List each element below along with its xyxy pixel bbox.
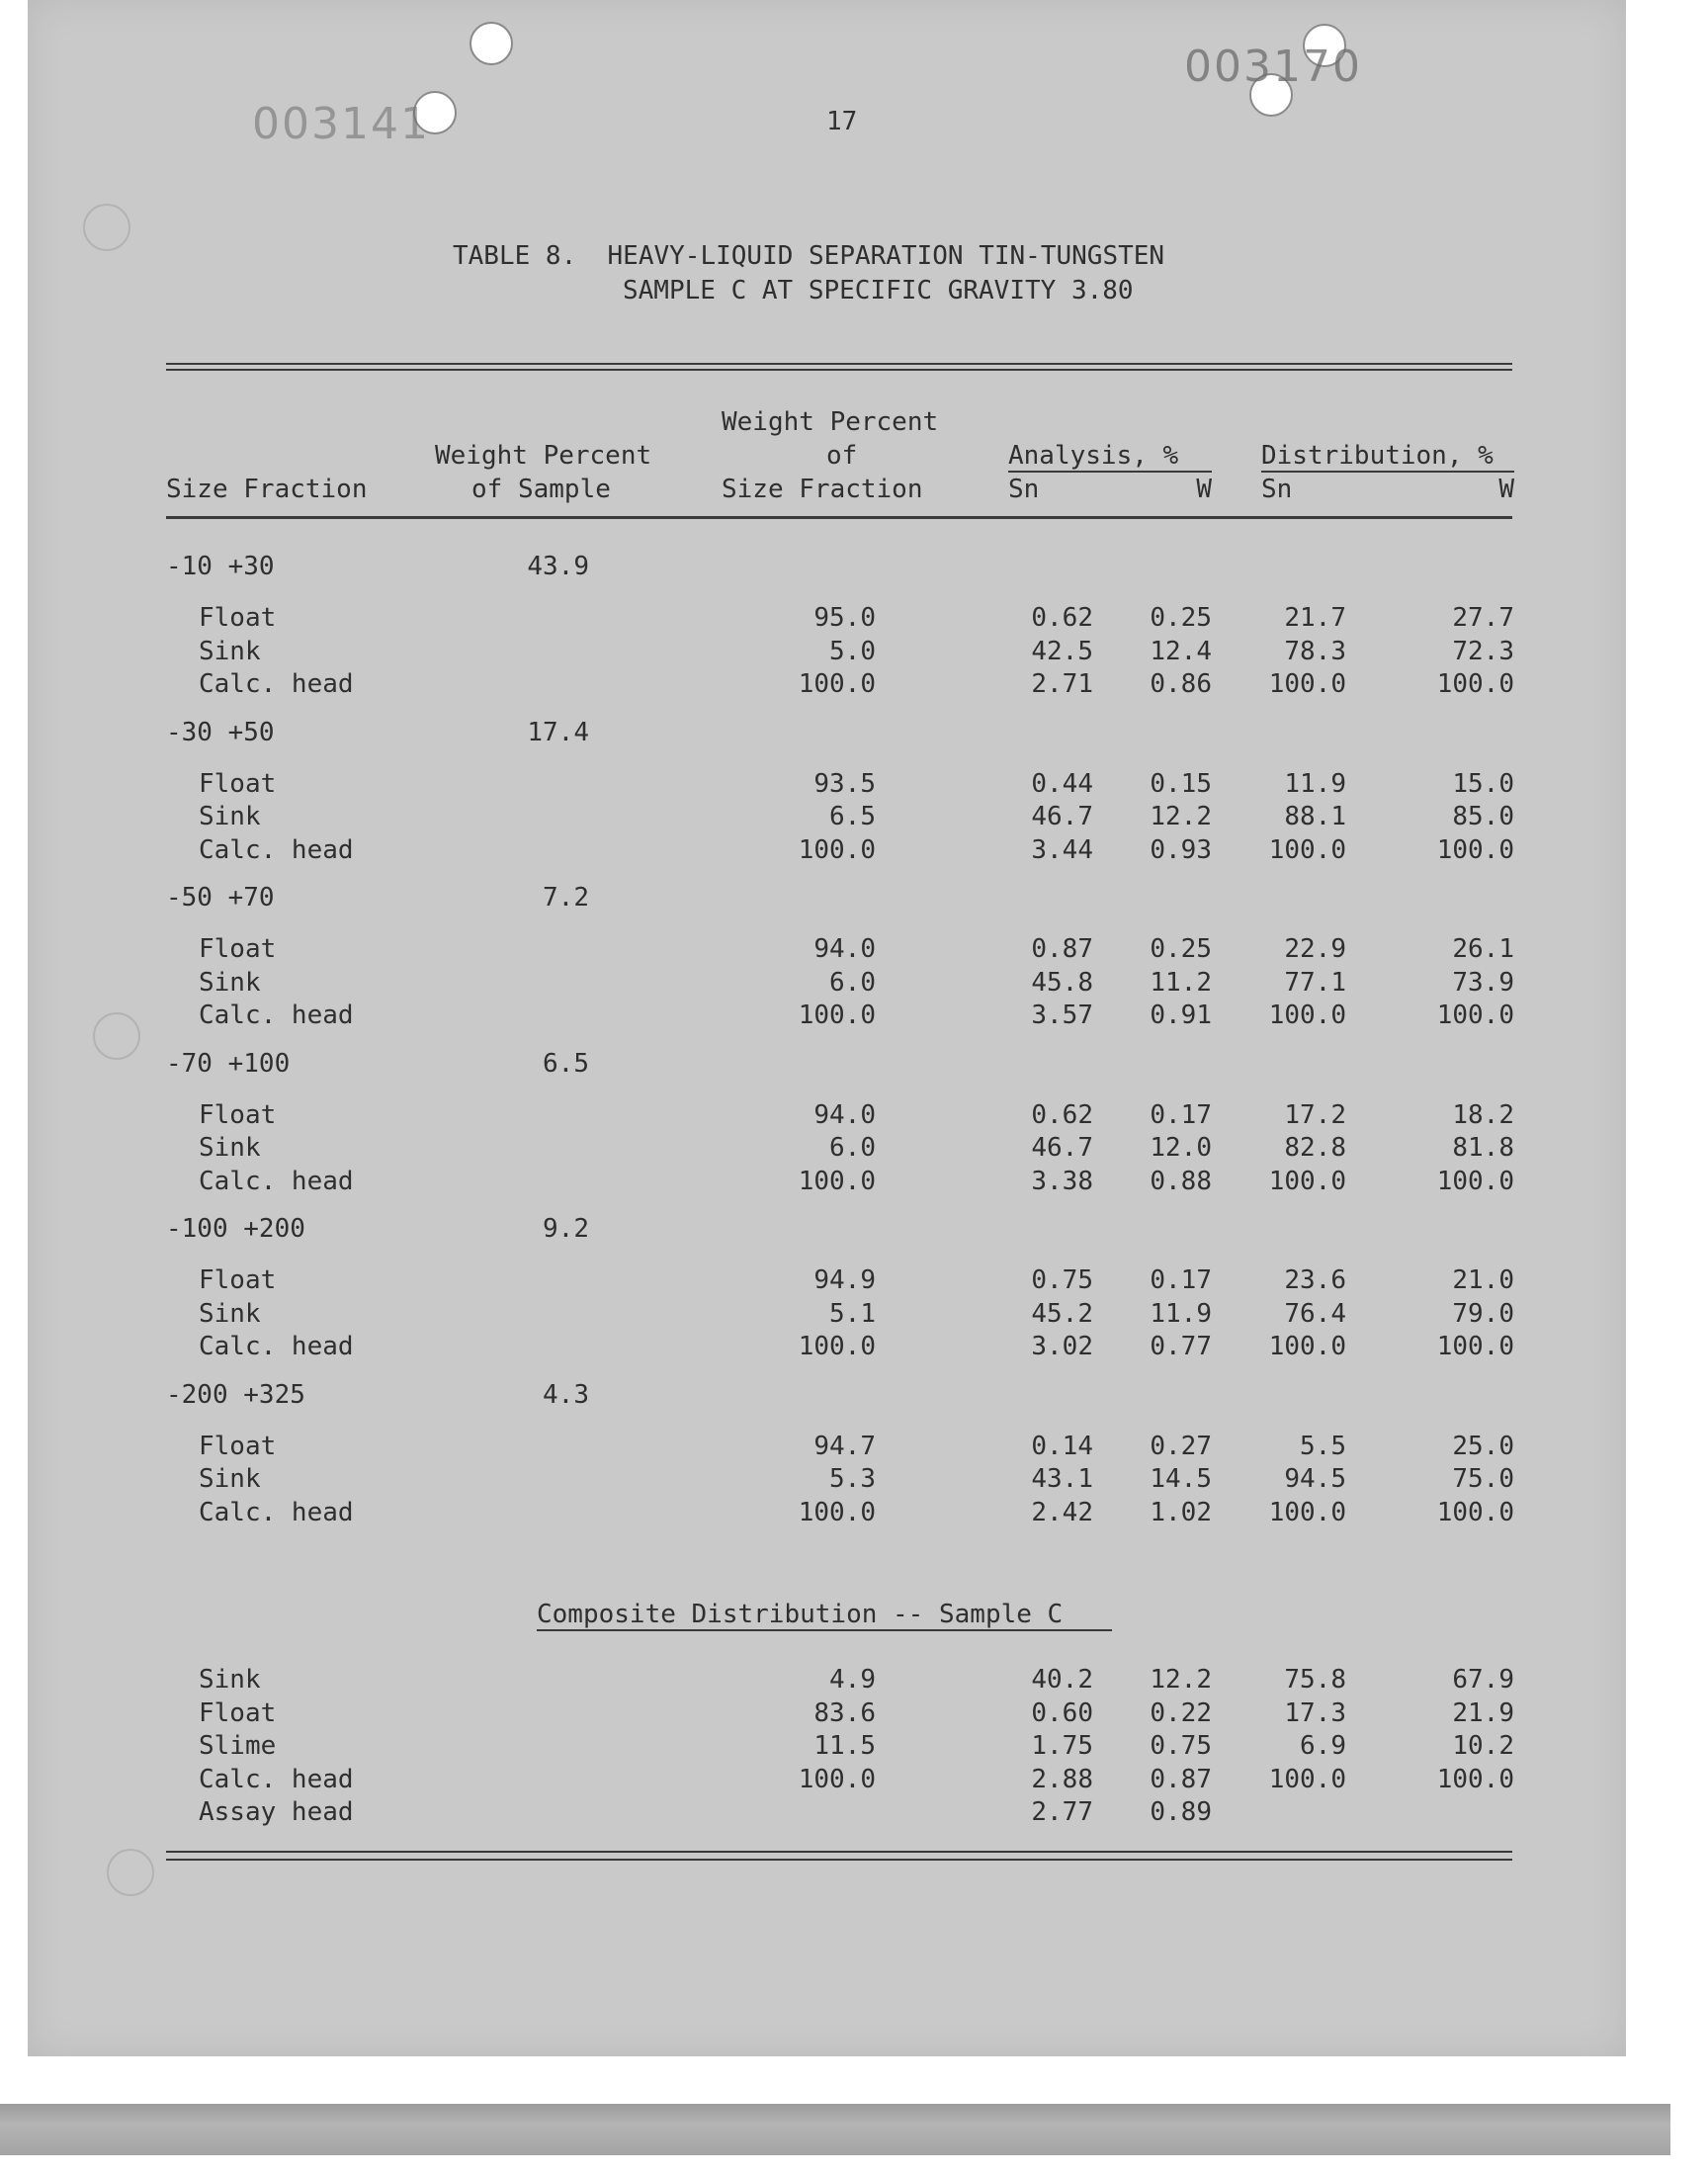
header-distribution-w: W (1498, 475, 1514, 504)
cell-an-sn: 2.42 (1031, 1497, 1093, 1527)
cell-an-sn: 3.57 (1031, 1000, 1093, 1030)
scanner-edge-strip (0, 2104, 1670, 2155)
cell-di-w: 100.0 (1436, 1166, 1514, 1196)
cell-di-sn: 88.1 (1284, 802, 1346, 831)
cell-an-sn: 3.02 (1031, 1332, 1093, 1361)
header-weight-percent-size-3: Size Fraction (722, 475, 923, 504)
cell-di-sn: 100.0 (1268, 834, 1346, 865)
cell-wt: 100.0 (798, 834, 876, 865)
cell-an-sn: 3.44 (1031, 834, 1093, 865)
cell-di-sn: 17.3 (1284, 1697, 1346, 1728)
cell-wt: 100.0 (798, 1332, 876, 1361)
weight-percent-of-sample: 43.9 (527, 552, 589, 581)
page-number: 17 (826, 107, 858, 136)
cell-an-sn: 40.2 (1031, 1665, 1093, 1695)
size-fraction-label: -70 +100 (166, 1048, 291, 1079)
cell-an-sn: 46.7 (1031, 1133, 1093, 1163)
top-double-rule (166, 369, 1512, 371)
cell-an-sn: 45.2 (1031, 1298, 1093, 1329)
cell-di-w: 21.9 (1452, 1697, 1514, 1728)
cell-an-w: 0.22 (1150, 1697, 1212, 1728)
cell-di-w: 27.7 (1452, 603, 1514, 633)
cell-di-w: 100.0 (1436, 1497, 1514, 1527)
header-analysis-sn: Sn (1008, 475, 1040, 504)
size-fraction-label: -200 +325 (166, 1379, 305, 1410)
row-label: Float (199, 934, 277, 964)
header-analysis: Analysis, % (1008, 441, 1179, 471)
header-rule (166, 516, 1512, 519)
row-label: Calc. head (199, 1332, 354, 1361)
cell-an-w: 0.89 (1150, 1797, 1212, 1827)
cell-di-w: 100.0 (1436, 1764, 1514, 1794)
cell-di-sn: 100.0 (1268, 1764, 1346, 1794)
cell-an-w: 0.86 (1150, 669, 1212, 699)
top-double-rule (166, 363, 1512, 365)
weight-percent-of-sample: 6.5 (543, 1048, 589, 1079)
cell-wt: 93.5 (813, 768, 876, 799)
cell-an-sn: 3.38 (1031, 1166, 1093, 1196)
cell-di-sn: 94.5 (1284, 1464, 1346, 1494)
cell-di-sn: 11.9 (1284, 768, 1346, 799)
size-fraction-label: -10 +30 (166, 552, 275, 581)
cell-an-sn: 45.8 (1031, 967, 1093, 998)
cell-an-w: 0.75 (1150, 1731, 1212, 1761)
cell-an-w: 0.77 (1150, 1332, 1212, 1361)
row-label: Sink (199, 802, 261, 831)
cell-di-w: 79.0 (1452, 1298, 1514, 1329)
cell-di-w: 75.0 (1452, 1464, 1514, 1494)
cell-di-sn: 100.0 (1268, 669, 1346, 699)
weight-percent-of-sample: 17.4 (527, 717, 589, 747)
table-title-line-1: TABLE 8. HEAVY-LIQUID SEPARATION TIN-TUNGSTEN (453, 241, 1165, 271)
cell-di-w: 100.0 (1436, 834, 1514, 865)
cell-an-sn: 0.62 (1031, 603, 1093, 633)
cell-di-sn: 100.0 (1268, 1166, 1346, 1196)
weight-percent-of-sample: 9.2 (543, 1214, 589, 1244)
cell-wt: 95.0 (813, 603, 876, 633)
hole-ring-mark (93, 1012, 140, 1060)
header-weight-percent-sample-2: of Sample (471, 475, 611, 504)
row-label: Calc. head (199, 1166, 354, 1196)
cell-an-sn: 2.88 (1031, 1764, 1093, 1794)
cell-wt: 100.0 (798, 669, 876, 699)
cell-wt: 100.0 (798, 1764, 876, 1794)
cell-an-sn: 0.87 (1031, 934, 1093, 964)
row-label: Float (199, 1697, 277, 1728)
cell-wt: 94.0 (813, 1099, 876, 1130)
row-label: Float (199, 1099, 277, 1130)
cell-di-sn: 75.8 (1284, 1665, 1346, 1695)
punch-hole-top (470, 22, 513, 65)
cell-wt: 5.0 (829, 636, 876, 666)
cell-wt: 6.0 (829, 967, 876, 998)
cell-wt: 94.0 (813, 934, 876, 964)
row-label: Sink (199, 1298, 261, 1329)
cell-an-w: 14.5 (1150, 1464, 1212, 1494)
row-label: Sink (199, 1464, 261, 1494)
cell-di-sn: 100.0 (1268, 1000, 1346, 1030)
weight-percent-of-sample: 7.2 (543, 883, 589, 913)
header-distribution-sn: Sn (1261, 475, 1293, 504)
cell-di-w: 10.2 (1452, 1731, 1514, 1761)
size-fraction-label: -30 +50 (166, 717, 275, 747)
row-label: Calc. head (199, 1764, 354, 1794)
row-label: Sink (199, 967, 261, 998)
cell-di-sn: 76.4 (1284, 1298, 1346, 1329)
cell-an-sn: 0.60 (1031, 1697, 1093, 1728)
row-label: Calc. head (199, 1000, 354, 1030)
hole-ring-mark (83, 204, 130, 251)
size-fraction-label: -50 +70 (166, 883, 275, 913)
row-label: Sink (199, 1133, 261, 1163)
header-weight-percent-sample-1: Weight Percent (435, 441, 652, 471)
cell-wt: 6.0 (829, 1133, 876, 1163)
header-size-fraction: Size Fraction (166, 475, 368, 504)
cell-an-sn: 0.14 (1031, 1431, 1093, 1461)
row-label: Assay head (199, 1797, 354, 1827)
cell-an-w: 11.9 (1150, 1298, 1212, 1329)
hole-ring-mark (107, 1849, 154, 1896)
cell-di-w: 81.8 (1452, 1133, 1514, 1163)
cell-wt: 100.0 (798, 1000, 876, 1030)
row-label: Sink (199, 636, 261, 666)
cell-di-sn: 77.1 (1284, 967, 1346, 998)
row-label: Calc. head (199, 669, 354, 699)
size-fraction-label: -100 +200 (166, 1214, 305, 1244)
cell-an-w: 0.91 (1150, 1000, 1212, 1030)
cell-an-sn: 0.75 (1031, 1265, 1093, 1295)
cell-an-w: 0.25 (1150, 934, 1212, 964)
cell-wt: 94.7 (813, 1431, 876, 1461)
row-label: Float (199, 768, 277, 799)
cell-wt: 4.9 (829, 1665, 876, 1695)
cell-an-sn: 2.77 (1031, 1797, 1093, 1827)
cell-di-sn: 21.7 (1284, 603, 1346, 633)
cell-di-sn: 78.3 (1284, 636, 1346, 666)
cell-an-w: 0.25 (1150, 603, 1212, 633)
cell-di-sn: 100.0 (1268, 1497, 1346, 1527)
cell-di-sn: 17.2 (1284, 1099, 1346, 1130)
cell-wt: 5.1 (829, 1298, 876, 1329)
row-label: Calc. head (199, 1497, 354, 1527)
cell-di-w: 73.9 (1452, 967, 1514, 998)
header-analysis-underline (1008, 471, 1212, 473)
cell-an-w: 0.93 (1150, 834, 1212, 865)
row-label: Float (199, 1431, 277, 1461)
cell-di-w: 25.0 (1452, 1431, 1514, 1461)
cell-an-sn: 46.7 (1031, 802, 1093, 831)
cell-an-w: 12.2 (1150, 802, 1212, 831)
cell-di-w: 72.3 (1452, 636, 1514, 666)
row-label: Slime (199, 1731, 277, 1761)
cell-di-w: 18.2 (1452, 1099, 1514, 1130)
cell-di-w: 26.1 (1452, 934, 1514, 964)
cell-di-sn: 5.5 (1300, 1431, 1346, 1461)
cell-wt: 83.6 (813, 1697, 876, 1728)
bottom-double-rule (166, 1859, 1512, 1861)
header-distribution-underline (1261, 471, 1514, 473)
cell-wt: 11.5 (813, 1731, 876, 1761)
cell-an-w: 0.27 (1150, 1431, 1212, 1461)
cell-an-w: 0.17 (1150, 1099, 1212, 1130)
row-label: Sink (199, 1665, 261, 1695)
row-label: Calc. head (199, 834, 354, 865)
cell-di-w: 100.0 (1436, 1332, 1514, 1361)
cell-an-sn: 43.1 (1031, 1464, 1093, 1494)
cell-di-w: 100.0 (1436, 1000, 1514, 1030)
cell-di-sn: 23.6 (1284, 1265, 1346, 1295)
cell-wt: 100.0 (798, 1166, 876, 1196)
header-weight-percent-size-1: Weight Percent (722, 407, 939, 437)
cell-wt: 94.9 (813, 1265, 876, 1295)
cell-an-w: 0.15 (1150, 768, 1212, 799)
cell-an-sn: 1.75 (1031, 1731, 1093, 1761)
cell-di-w: 85.0 (1452, 802, 1514, 831)
cell-di-sn: 6.9 (1300, 1731, 1346, 1761)
cell-an-w: 0.17 (1150, 1265, 1212, 1295)
cell-an-sn: 2.71 (1031, 669, 1093, 699)
cell-an-sn: 42.5 (1031, 636, 1093, 666)
cell-an-w: 12.0 (1150, 1133, 1212, 1163)
cell-di-sn: 82.8 (1284, 1133, 1346, 1163)
header-weight-percent-size-2: of (826, 441, 858, 471)
document-stamp-right: 003170 (1184, 42, 1362, 92)
cell-an-sn: 0.44 (1031, 768, 1093, 799)
document-stamp-left: 003141 (252, 99, 430, 149)
table-title-line-2: SAMPLE C AT SPECIFIC GRAVITY 3.80 (623, 276, 1134, 305)
header-analysis-w: W (1196, 475, 1212, 504)
cell-wt: 6.5 (829, 802, 876, 831)
row-label: Float (199, 603, 277, 633)
cell-di-w: 100.0 (1436, 669, 1514, 699)
cell-wt: 5.3 (829, 1464, 876, 1494)
weight-percent-of-sample: 4.3 (543, 1379, 589, 1410)
row-label: Float (199, 1265, 277, 1295)
header-distribution: Distribution, % (1261, 441, 1494, 471)
bottom-double-rule (166, 1851, 1512, 1853)
cell-an-w: 0.87 (1150, 1764, 1212, 1794)
cell-di-w: 15.0 (1452, 768, 1514, 799)
cell-an-sn: 0.62 (1031, 1099, 1093, 1130)
cell-an-w: 1.02 (1150, 1497, 1212, 1527)
cell-di-sn: 100.0 (1268, 1332, 1346, 1361)
composite-title: Composite Distribution -- Sample C (537, 1600, 1064, 1629)
cell-di-w: 67.9 (1452, 1665, 1514, 1695)
cell-an-w: 12.2 (1150, 1665, 1212, 1695)
cell-wt: 100.0 (798, 1497, 876, 1527)
composite-title-underline (537, 1629, 1112, 1631)
cell-an-w: 0.88 (1150, 1166, 1212, 1196)
cell-an-w: 12.4 (1150, 636, 1212, 666)
cell-di-w: 21.0 (1452, 1265, 1514, 1295)
cell-di-sn: 22.9 (1284, 934, 1346, 964)
cell-an-w: 11.2 (1150, 967, 1212, 998)
